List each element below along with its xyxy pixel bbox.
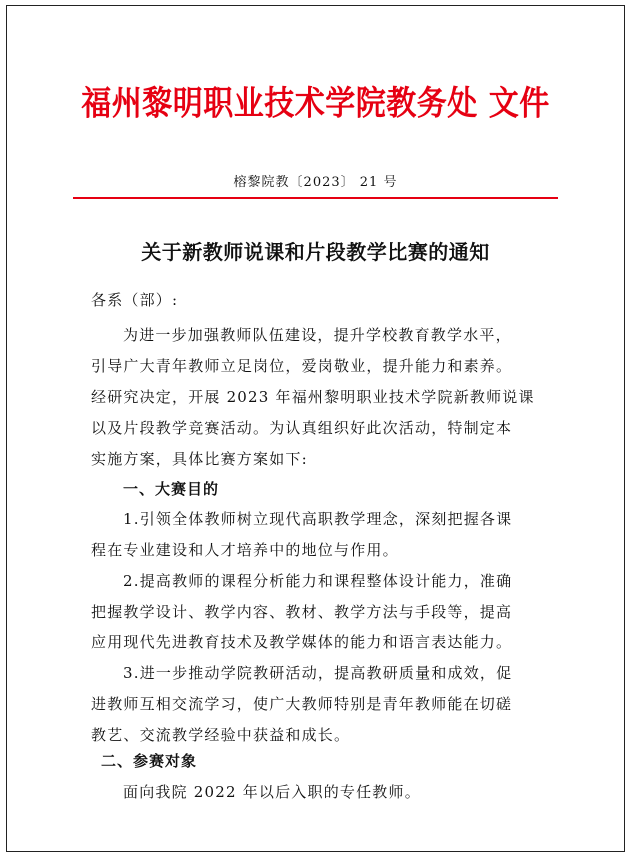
document-page [6, 5, 625, 852]
paragraph-line: 2.提高教师的课程分析能力和课程整体设计能力，准确 [123, 572, 513, 590]
intro-line: 实施方案，具体比赛方案如下: [91, 450, 308, 468]
org-title: 福州黎明职业技术学院教务处 文件 [81, 84, 550, 124]
red-divider-line [73, 197, 558, 199]
intro-line: 为进一步加强教师队伍建设，提升学校教育教学水平， [123, 326, 512, 344]
notice-title: 关于新教师说课和片段教学比赛的通知 [141, 240, 490, 264]
section-heading: 一、大赛目的 [123, 480, 220, 498]
document-number: 榕黎院教〔2023〕 21 号 [233, 175, 398, 190]
paragraph-line: 3.进一步推动学院教研活动，提高教研质量和成效，促 [123, 664, 513, 682]
intro-line: 以及片段教学竞赛活动。为认真组织好此次活动，特制定本 [91, 419, 513, 437]
intro-line: 经研究决定，开展 2023 年福州黎明职业技术学院新教师说课 [91, 388, 535, 406]
paragraph-line: 教艺、交流教学经验中获益和成长。 [91, 726, 351, 744]
paragraph-line: 应用现代先进教育技术及教学媒体的能力和语言表达能力。 [91, 633, 513, 651]
section-heading: 二、参赛对象 [101, 752, 198, 770]
paragraph-line: 1.引领全体教师树立现代高职教学理念，深刻把握各课 [123, 510, 513, 528]
paragraph-line: 面向我院 2022 年以后入职的专任教师。 [123, 783, 421, 801]
paragraph-line: 进教师互相交流学习，使广大教师特别是青年教师能在切磋 [91, 695, 513, 713]
salutation: 各系（部）: [91, 291, 179, 309]
paragraph-line: 程在专业建设和人才培养中的地位与作用。 [91, 541, 399, 559]
intro-line: 引导广大青年教师立足岗位，爱岗敬业，提升能力和素养。 [91, 357, 513, 375]
paragraph-line: 把握教学设计、教学内容、教材、教学方法与手段等，提高 [91, 603, 513, 621]
